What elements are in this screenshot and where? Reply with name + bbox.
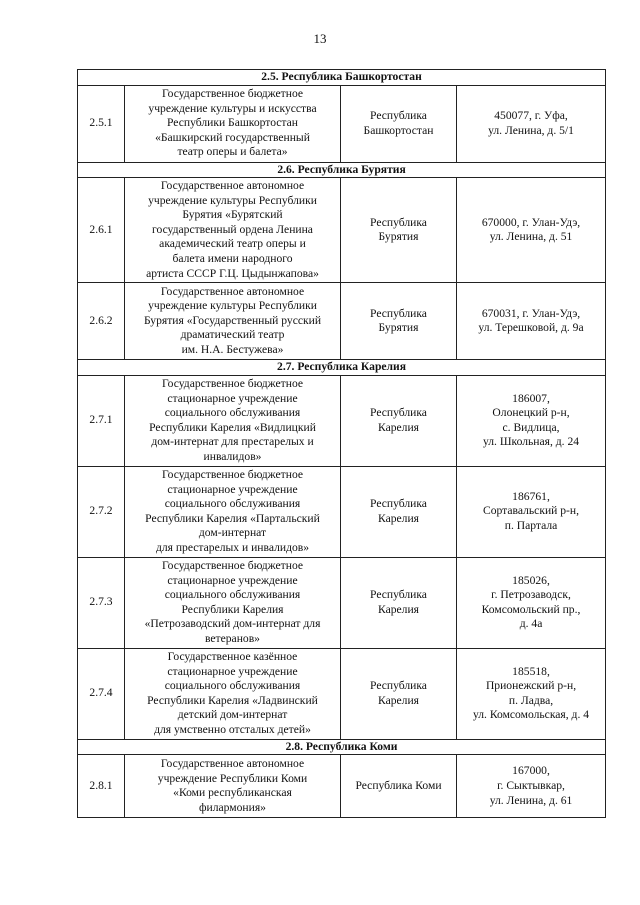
table-row — [78, 557, 606, 648]
institution-name-line: драматический театр — [180, 328, 285, 342]
region-name — [341, 648, 457, 739]
region-name-line: Республика — [370, 215, 427, 229]
institution-name-line: дом-интернат для престарелых и — [151, 435, 314, 449]
institution-name-line: учреждение культуры Республики — [148, 299, 317, 313]
row-number: 2.7.1 — [78, 375, 125, 466]
region-name-line: Башкортостан — [363, 123, 434, 137]
postal-address-line: 167000, — [512, 764, 550, 778]
region-name-line: Республика — [370, 306, 427, 320]
section-header-row — [78, 70, 606, 86]
institution-name-line: стационарное учреждение — [167, 573, 298, 587]
postal-address-line: 185026, — [512, 573, 550, 587]
postal-address-line: Олонецкий р-н, — [492, 406, 570, 420]
row-number: 2.6.1 — [78, 178, 125, 283]
postal-address-line: п. Ладва, — [508, 693, 554, 707]
row-number: 2.7.3 — [78, 557, 125, 648]
postal-address-line: 186761, — [512, 489, 550, 503]
postal-address-line: с. Видлица, — [502, 420, 560, 434]
section-header-row — [78, 162, 606, 178]
institution-name-line: Бурятия «Государственный русский — [143, 313, 322, 327]
region-name — [341, 178, 457, 283]
section-title: 2.7. Республика Карелия — [78, 360, 606, 376]
postal-address — [457, 755, 606, 818]
institutions-table — [77, 69, 606, 818]
institution-name-line: для умственно отсталых детей» — [154, 722, 311, 736]
row-number: 2.7.2 — [78, 466, 125, 557]
institution-name-line: Государственное автономное — [160, 284, 305, 298]
postal-address-line: 670031, г. Улан-Удэ, — [481, 306, 581, 320]
postal-address-line: п. Партала — [504, 519, 558, 533]
region-name-line: Бурятия — [378, 230, 419, 244]
institution-name-line: Государственное казённое — [167, 650, 298, 663]
postal-address — [457, 283, 606, 360]
institution-name — [125, 178, 341, 283]
institution-name — [125, 557, 341, 648]
table-row — [78, 648, 606, 739]
section-header-row — [78, 360, 606, 376]
row-number: 2.8.1 — [78, 755, 125, 818]
institution-name-line: Государственное автономное — [160, 757, 305, 771]
region-name — [341, 283, 457, 360]
institution-name — [125, 375, 341, 466]
postal-address-line: 185518, — [512, 664, 550, 678]
postal-address-line: ул. Терешковой, д. 9а — [478, 321, 584, 335]
institution-name-line: инвалидов» — [203, 449, 262, 463]
institution-name-line: ветеранов» — [205, 631, 260, 645]
region-name — [341, 85, 457, 162]
region-name-line: Республика — [370, 109, 427, 122]
institution-name-line: Государственное бюджетное — [161, 559, 304, 572]
institution-name-line: Бурятия «Бурятский — [182, 208, 283, 222]
institution-name-line: Республики Карелия «Ладвинский — [147, 693, 318, 707]
region-name-line: Карелия — [378, 420, 419, 434]
institution-name-line: «Коми республиканская — [173, 786, 292, 800]
table-row — [78, 466, 606, 557]
institution-name-line: «Петрозаводский дом-интернат для — [144, 617, 321, 631]
institution-name-line: социального обслуживания — [164, 406, 301, 420]
institution-name-line: Республики Карелия — [181, 602, 284, 616]
region-name-line: Республика — [370, 679, 427, 693]
institution-name-line: стационарное учреждение — [167, 664, 298, 678]
institution-name-line: театр оперы и балета» — [177, 145, 288, 159]
institution-name-line: Государственное бюджетное — [161, 377, 304, 390]
institution-name-line: детский дом-интернат — [177, 708, 288, 722]
postal-address — [457, 85, 606, 162]
postal-address-line: г. Петрозаводск, — [491, 588, 571, 602]
table-row — [78, 85, 606, 162]
institution-name-line: дом-интернат — [198, 526, 267, 540]
region-name — [341, 466, 457, 557]
region-name — [341, 375, 457, 466]
institution-name-line: Государственное бюджетное — [161, 468, 304, 481]
postal-address — [457, 178, 606, 283]
region-name-line: Бурятия — [378, 321, 419, 335]
institution-name — [125, 648, 341, 739]
section-header-row — [78, 739, 606, 755]
postal-address-line: ул. Школьная, д. 24 — [482, 435, 580, 449]
institution-name-line: Республики Карелия «Партальский — [145, 511, 320, 525]
institution-name-line: филармония» — [199, 800, 266, 814]
region-name — [341, 755, 457, 818]
institution-name-line: «Башкирский государственный — [155, 130, 310, 144]
institution-name-line: социального обслуживания — [164, 497, 301, 511]
region-name-line: Карелия — [378, 511, 419, 525]
region-name-line: Республика Коми — [355, 779, 442, 793]
institution-name — [125, 85, 341, 162]
postal-address — [457, 375, 606, 466]
institution-name-line: стационарное учреждение — [167, 391, 298, 405]
section-title: 2.6. Республика Бурятия — [78, 162, 606, 178]
row-number: 2.7.4 — [78, 648, 125, 739]
table-row — [78, 283, 606, 360]
table-row — [78, 178, 606, 283]
institution-name-line: стационарное учреждение — [167, 482, 298, 496]
row-number: 2.6.2 — [78, 283, 125, 360]
region-name — [341, 557, 457, 648]
postal-address-line: 186007, — [512, 391, 550, 405]
postal-address-line: ул. Ленина, д. 51 — [489, 230, 573, 244]
page-number: 13 — [313, 31, 327, 46]
postal-address-line: д. 4а — [519, 617, 543, 631]
row-number: 2.5.1 — [78, 85, 125, 162]
institution-name-line: Государственное автономное — [160, 179, 305, 193]
institution-name-line: балета имени народного — [172, 252, 293, 266]
region-name-line: Карелия — [378, 693, 419, 707]
postal-address — [457, 557, 606, 648]
institution-name-line: академический театр оперы и — [159, 237, 306, 251]
postal-address-line: г. Сыктывкар, — [497, 779, 565, 793]
postal-address-line: Комсомольский пр., — [481, 602, 581, 616]
institution-name-line: Республики Башкортостан — [167, 116, 298, 130]
region-name-line: Республика — [370, 497, 427, 511]
region-name-line: Карелия — [378, 602, 419, 616]
institution-name-line: Республики Карелия «Видлицкий — [149, 420, 316, 434]
institution-name-line: государственный ордена Ленина — [152, 222, 313, 236]
postal-address — [457, 648, 606, 739]
institution-name-line: для престарелых и инвалидов» — [155, 540, 310, 554]
institution-name — [125, 466, 341, 557]
institution-name-line: социального обслуживания — [164, 679, 301, 693]
table-row — [78, 375, 606, 466]
institution-name-line: учреждение культуры и искусства — [148, 101, 317, 115]
postal-address-line: Сортавальский р-н, — [483, 504, 580, 518]
institution-name-line: артиста СССР Г.Ц. Цыдынжапова» — [146, 266, 319, 280]
postal-address-line: ул. Ленина, д. 61 — [489, 793, 573, 807]
table-row — [78, 755, 606, 818]
postal-address-line: 450077, г. Уфа, — [494, 109, 568, 122]
postal-address-line: ул. Ленина, д. 5/1 — [488, 123, 574, 137]
institution-name-line: учреждение культуры Республики — [148, 193, 317, 207]
institution-name-line: учреждение Республики Коми — [157, 771, 308, 785]
table-body — [78, 70, 606, 818]
postal-address-line: 670000, г. Улан-Удэ, — [481, 215, 581, 229]
postal-address-line: ул. Комсомольская, д. 4 — [472, 708, 590, 722]
postal-address-line: Прионежский р-н, — [485, 679, 577, 693]
section-title: 2.5. Республика Башкортостан — [78, 70, 606, 86]
institution-name — [125, 755, 341, 818]
region-name-line: Республика — [370, 406, 427, 420]
section-title: 2.8. Республика Коми — [78, 739, 606, 755]
institution-name-line: социального обслуживания — [164, 588, 301, 602]
region-name-line: Республика — [370, 588, 427, 602]
institution-name — [125, 283, 341, 360]
institution-name-line: Государственное бюджетное — [161, 87, 304, 101]
postal-address — [457, 466, 606, 557]
institution-name-line: им. Н.А. Бестужева» — [181, 343, 284, 357]
